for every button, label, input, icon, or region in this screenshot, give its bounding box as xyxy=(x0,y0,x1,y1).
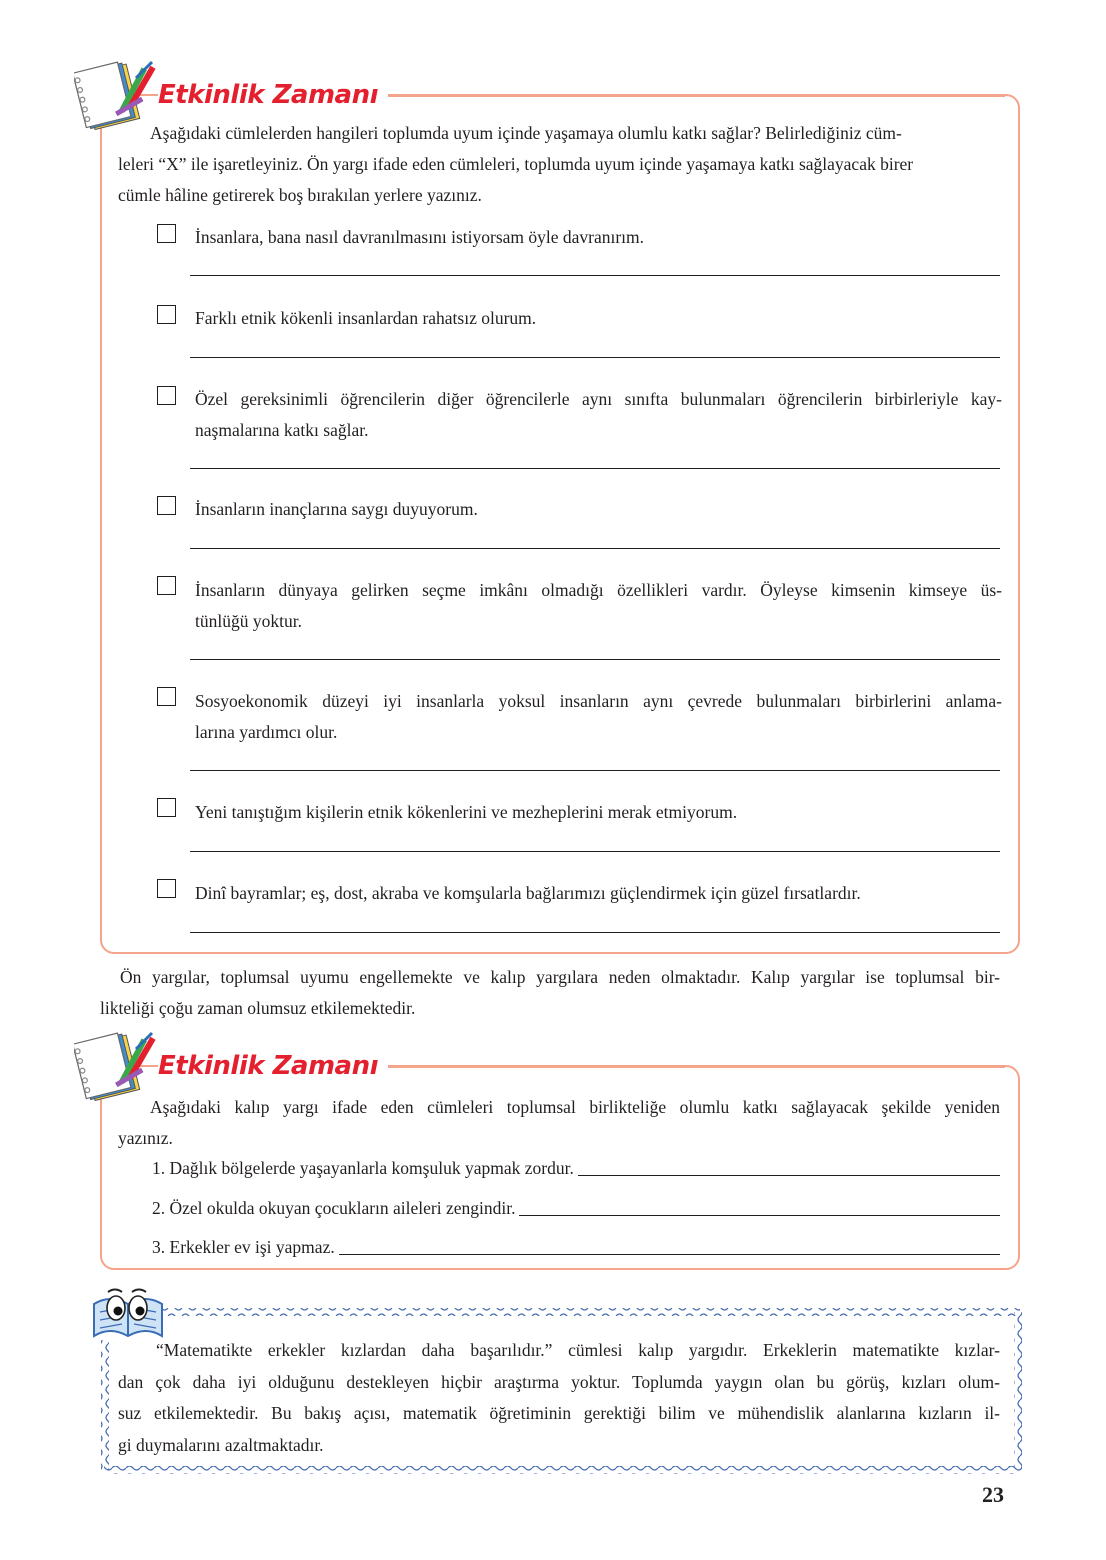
instruction-line: Aşağıdaki cümlelerden hangileri toplumda uyum içinde yaşamaya olumlu katkı sağlar? Belirlediğiniz cüm- xyxy=(150,123,902,143)
rewrite-item-text: 2. Özel okulda okuyan çocukların aileleri zengindir. xyxy=(152,1198,516,1218)
item-line: Farklı etnik kökenli insanlardan rahatsız olurum. xyxy=(195,308,537,328)
note-line: “Matematikte erkekler kızlardan daha başarılıdır.” cümlesi kalıp yargıdır. Erkeklerin matematikte kızlar- xyxy=(156,1340,1000,1360)
note-line: suz etkilemektedir. Bu bakış açısı, matematik öğretiminin gerektiği bilim ve mühendislik alanlarına kızların il- xyxy=(118,1403,1000,1423)
rewrite-item-text: 1. Dağlık bölgelerde yaşayanlarla komşuluk yapmak zordur. xyxy=(152,1158,574,1178)
rewrite-item-text: 3. Erkekler ev işi yapmaz. xyxy=(152,1237,335,1257)
activity-2-title: Etkinlik Zamanı xyxy=(158,1051,388,1081)
instruction-line: cümle hâline getirerek boş bırakılan yerlere yazınız. xyxy=(118,185,482,205)
item-line: naşmalarına katkı sağlar. xyxy=(195,420,369,440)
activity-1-title: Etkinlik Zamanı xyxy=(158,80,388,110)
paragraph-line: Ön yargılar, toplumsal uyumu engellemekte ve kalıp yargılara neden olmaktadır. Kalıp yargılar ise toplumsal bir- xyxy=(120,967,1000,987)
item-line: tünlüğü yoktur. xyxy=(195,611,302,631)
instruction-line: Aşağıdaki kalıp yargı ifade eden cümleleri toplumsal birlikteliğe olumlu katkı sağlayacak şekilde yeniden xyxy=(150,1097,1000,1117)
note-line: gi duymalarını azaltmaktadır. xyxy=(118,1434,324,1455)
item-line: İnsanlara, bana nasıl davranılmasını istiyorsam öyle davranırım. xyxy=(195,227,645,247)
item-line: larına yardımcı olur. xyxy=(195,722,338,742)
instruction-line: yazınız. xyxy=(118,1128,173,1148)
note-line: dan çok daha iyi olduğunu destekleyen hiçbir araştırma yoktur. Toplumda yaygın olan bu görüş, kızları olum- xyxy=(118,1371,1000,1392)
item-line: İnsanların dünyaya gelirken seçme imkânı olmadığı özellikleri vardır. Öyleyse kimsenin kimseye üs- xyxy=(195,580,1002,600)
note-text xyxy=(118,1335,1000,1461)
instruction-line: leleri “X” ile işaretleyiniz. Ön yargı ifade eden cümleleri, toplumda uyum içinde yaşamaya katkı sağlayacak birer xyxy=(118,154,914,174)
page-number: 23 xyxy=(982,1482,1004,1507)
item-line: Özel gereksinimli öğrencilerin diğer öğrencilerle aynı sınıfta bulunmaları öğrencilerin birbirleriyle kay- xyxy=(195,389,1002,409)
item-line: Yeni tanıştığım kişilerin etnik kökenlerini ve mezheplerini merak etmiyorum. xyxy=(195,802,738,822)
paragraph-line: likteliği çoğu zaman olumsuz etkilemektedir. xyxy=(100,998,416,1018)
item-line: Sosyoekonomik düzeyi iyi insanlarla yoksul insanların aynı çevrede bulunmaları birbirlerini anlama- xyxy=(195,691,1002,711)
item-line: Dinî bayramlar; eş, dost, akraba ve komşularla bağlarımızı güçlendirmek için güzel fırsatlardır. xyxy=(195,883,861,903)
item-line: İnsanların inançlarına saygı duyuyorum. xyxy=(195,499,478,519)
